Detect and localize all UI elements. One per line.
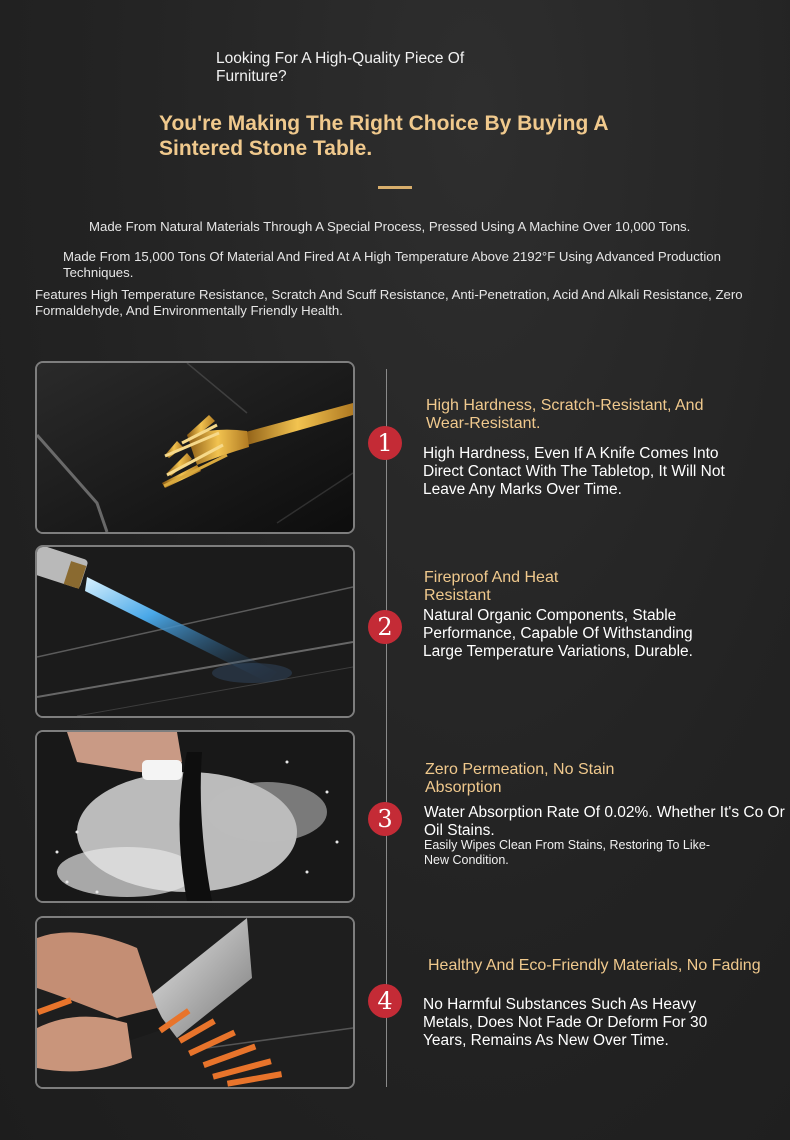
feature-3-title: Zero Permeation, No Stain Absorption (425, 761, 615, 796)
intro-paragraph-3: Features High Temperature Resistance, Scratch And Scuff Resistance, Anti-Penetration, Acid And Alkali Resistance, Zero Formaldehyde, And Environmentally Friendly Health. (35, 287, 743, 318)
feature-3-subtext: Easily Wipes Clean From Stains, Restoring To Like-New Condition. (424, 838, 710, 867)
page-headline: You're Making The Right Choice By Buying A Sintered Stone Table. (159, 112, 608, 160)
feature-number-2: 2 (368, 610, 402, 644)
feature-1-title: High Hardness, Scratch-Resistant, And Wear-Resistant. (426, 397, 704, 432)
fork-on-stone-photo (35, 361, 355, 534)
feature-number-4: 4 (368, 984, 402, 1018)
feature-4-title: Healthy And Eco-Friendly Materials, No Fading (428, 957, 761, 974)
feature-number-1: 1 (368, 426, 402, 460)
intro-question: Looking For A High-Quality Piece Of Furniture? (216, 50, 465, 85)
feature-4-body: No Harmful Substances Such As Heavy Metals, Does Not Fade Or Deform For 30 Years, Remains As New Over Time. (423, 996, 708, 1049)
knife-carrots-photo (35, 916, 355, 1089)
feature-2-title: Fireproof And Heat Resistant (424, 569, 559, 604)
blowtorch-flame-photo (35, 545, 355, 718)
gold-divider (378, 186, 412, 189)
feature-3-body: Water Absorption Rate Of 0.02%. Whether It's Co Or Oil Stains. (424, 804, 785, 839)
intro-paragraph-2: Made From 15,000 Tons Of Material And Fired At A High Temperature Above 2192°F Using Advanced Production Techniques. (63, 249, 721, 280)
feature-1-body: High Hardness, Even If A Knife Comes Into Direct Contact With The Tabletop, It Will Not Leave Any Marks Over Time. (423, 445, 725, 498)
feature-2-body: Natural Organic Components, Stable Performance, Capable Of Withstanding Large Temperature Variations, Durable. (423, 607, 693, 660)
feature-number-3: 3 (368, 802, 402, 836)
timeline-line (386, 369, 387, 1087)
powder-wipe-photo (35, 730, 355, 903)
intro-paragraph-1: Made From Natural Materials Through A Special Process, Pressed Using A Machine Over 10,000 Tons. (89, 219, 691, 234)
